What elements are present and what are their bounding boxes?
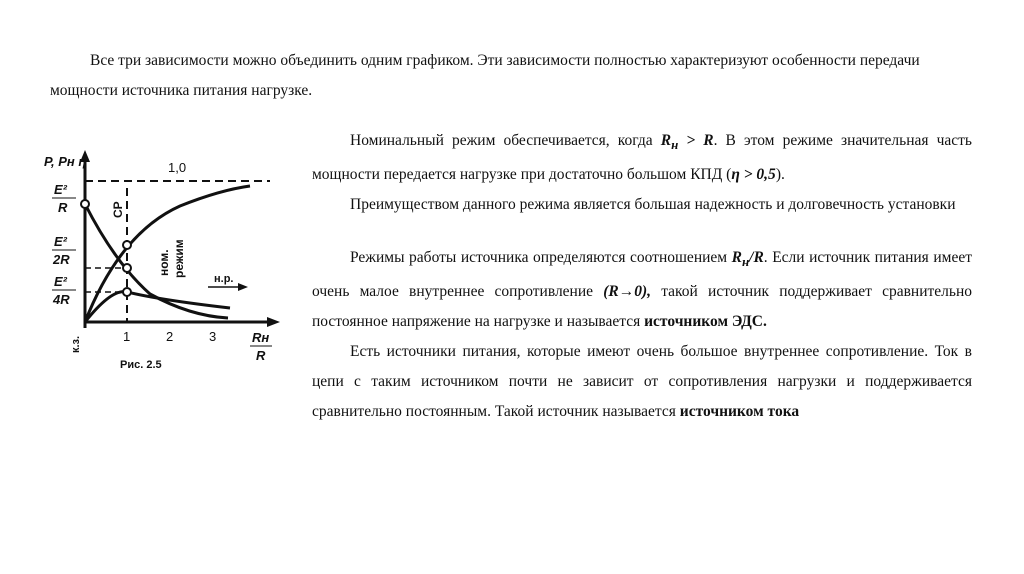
x-axis-den: R — [256, 348, 266, 363]
point-eta — [123, 241, 131, 249]
p1-cond — [660, 132, 714, 153]
nr-label: н.р. — [214, 273, 234, 285]
p1-cond-gt: > R — [678, 132, 714, 149]
nom-label-2: режим — [172, 239, 186, 278]
mark-3-den: 4R — [53, 292, 70, 307]
p3-cond: (R→0), — [603, 283, 652, 301]
mark-3-num: E² — [54, 274, 67, 289]
p3-ratio-r: R — [731, 249, 742, 267]
figure-2-5 — [30, 148, 290, 378]
p3-text-c: такой источник поддерживает сравнительно постоянное напряжение на нагрузке и называется — [312, 283, 972, 331]
point-quarter — [123, 288, 131, 296]
p3-text-a: Режимы работы источника определяются соотношением — [350, 249, 732, 267]
x-axis-arrow — [267, 317, 280, 327]
sr-label: СР — [111, 201, 125, 218]
nom-label-1: ном. — [157, 249, 171, 276]
p4-term: источником тока — [679, 403, 800, 421]
mark-2-num: E² — [54, 234, 67, 249]
p3-ratio-sub: н — [741, 254, 750, 270]
p3-text-b: . Если источник питания имеет очень малое внутреннее сопротивление — [312, 249, 972, 301]
p1-eta: η > 0,5 — [731, 166, 776, 184]
p4-text-a: Есть источники питания, которые имеют очень большое внутреннее сопротивление. Ток в цепи с таким источником почти не зависит от сопротивления нагрузки и поддерживается сравнительно постоянным. Такой источник называется — [312, 343, 972, 421]
intro-paragraph — [50, 46, 950, 106]
p1-text-b: . В этом режиме значительная часть мощности передается нагрузке при достаточно большом КПД ( — [312, 132, 973, 184]
power-graph — [30, 148, 290, 378]
p1-text-a: Номинальный режим обеспечивается, когда — [350, 132, 661, 149]
point-sc — [81, 200, 89, 208]
figure-caption: Рис. 2.5 — [120, 359, 162, 371]
kz-label: к.з. — [70, 335, 82, 353]
x-axis-num: Rн — [252, 330, 270, 345]
p3-term: источником ЭДС. — [644, 313, 767, 331]
p3-ratio — [731, 249, 764, 270]
p1-text-c: ). — [775, 166, 785, 184]
y-axis-label: P, Pн η — [44, 154, 87, 169]
mark-1-den: R — [58, 200, 68, 215]
p2-text: Преимуществом данного режима является большая надежность и долговечность установки — [350, 196, 956, 214]
point-half — [123, 264, 131, 272]
mark-1-num: E² — [54, 182, 67, 197]
paragraph-modes — [312, 243, 972, 337]
nr-arrow-head — [238, 283, 248, 291]
p3-ratio-r2: /R — [749, 249, 764, 267]
p1-cond-sub: н — [671, 137, 679, 153]
text-column — [312, 126, 972, 427]
intro-text: Все три зависимости можно объединить одним графиком. Эти зависимости полностью характеризуют особенности передачи мощности источника питания нагрузке. — [50, 52, 920, 99]
load-power-curve — [85, 292, 230, 322]
mark-2-den: 2R — [53, 252, 70, 267]
paragraph-nominal — [312, 126, 972, 190]
top-value-label: 1,0 — [168, 160, 187, 175]
paragraph-current-source — [312, 337, 972, 427]
x-tick-2: 2 — [166, 329, 174, 344]
x-tick-1: 1 — [123, 329, 131, 344]
p1-cond-r: R — [660, 132, 672, 149]
x-tick-3: 3 — [209, 329, 217, 344]
paragraph-advantage — [312, 190, 972, 220]
